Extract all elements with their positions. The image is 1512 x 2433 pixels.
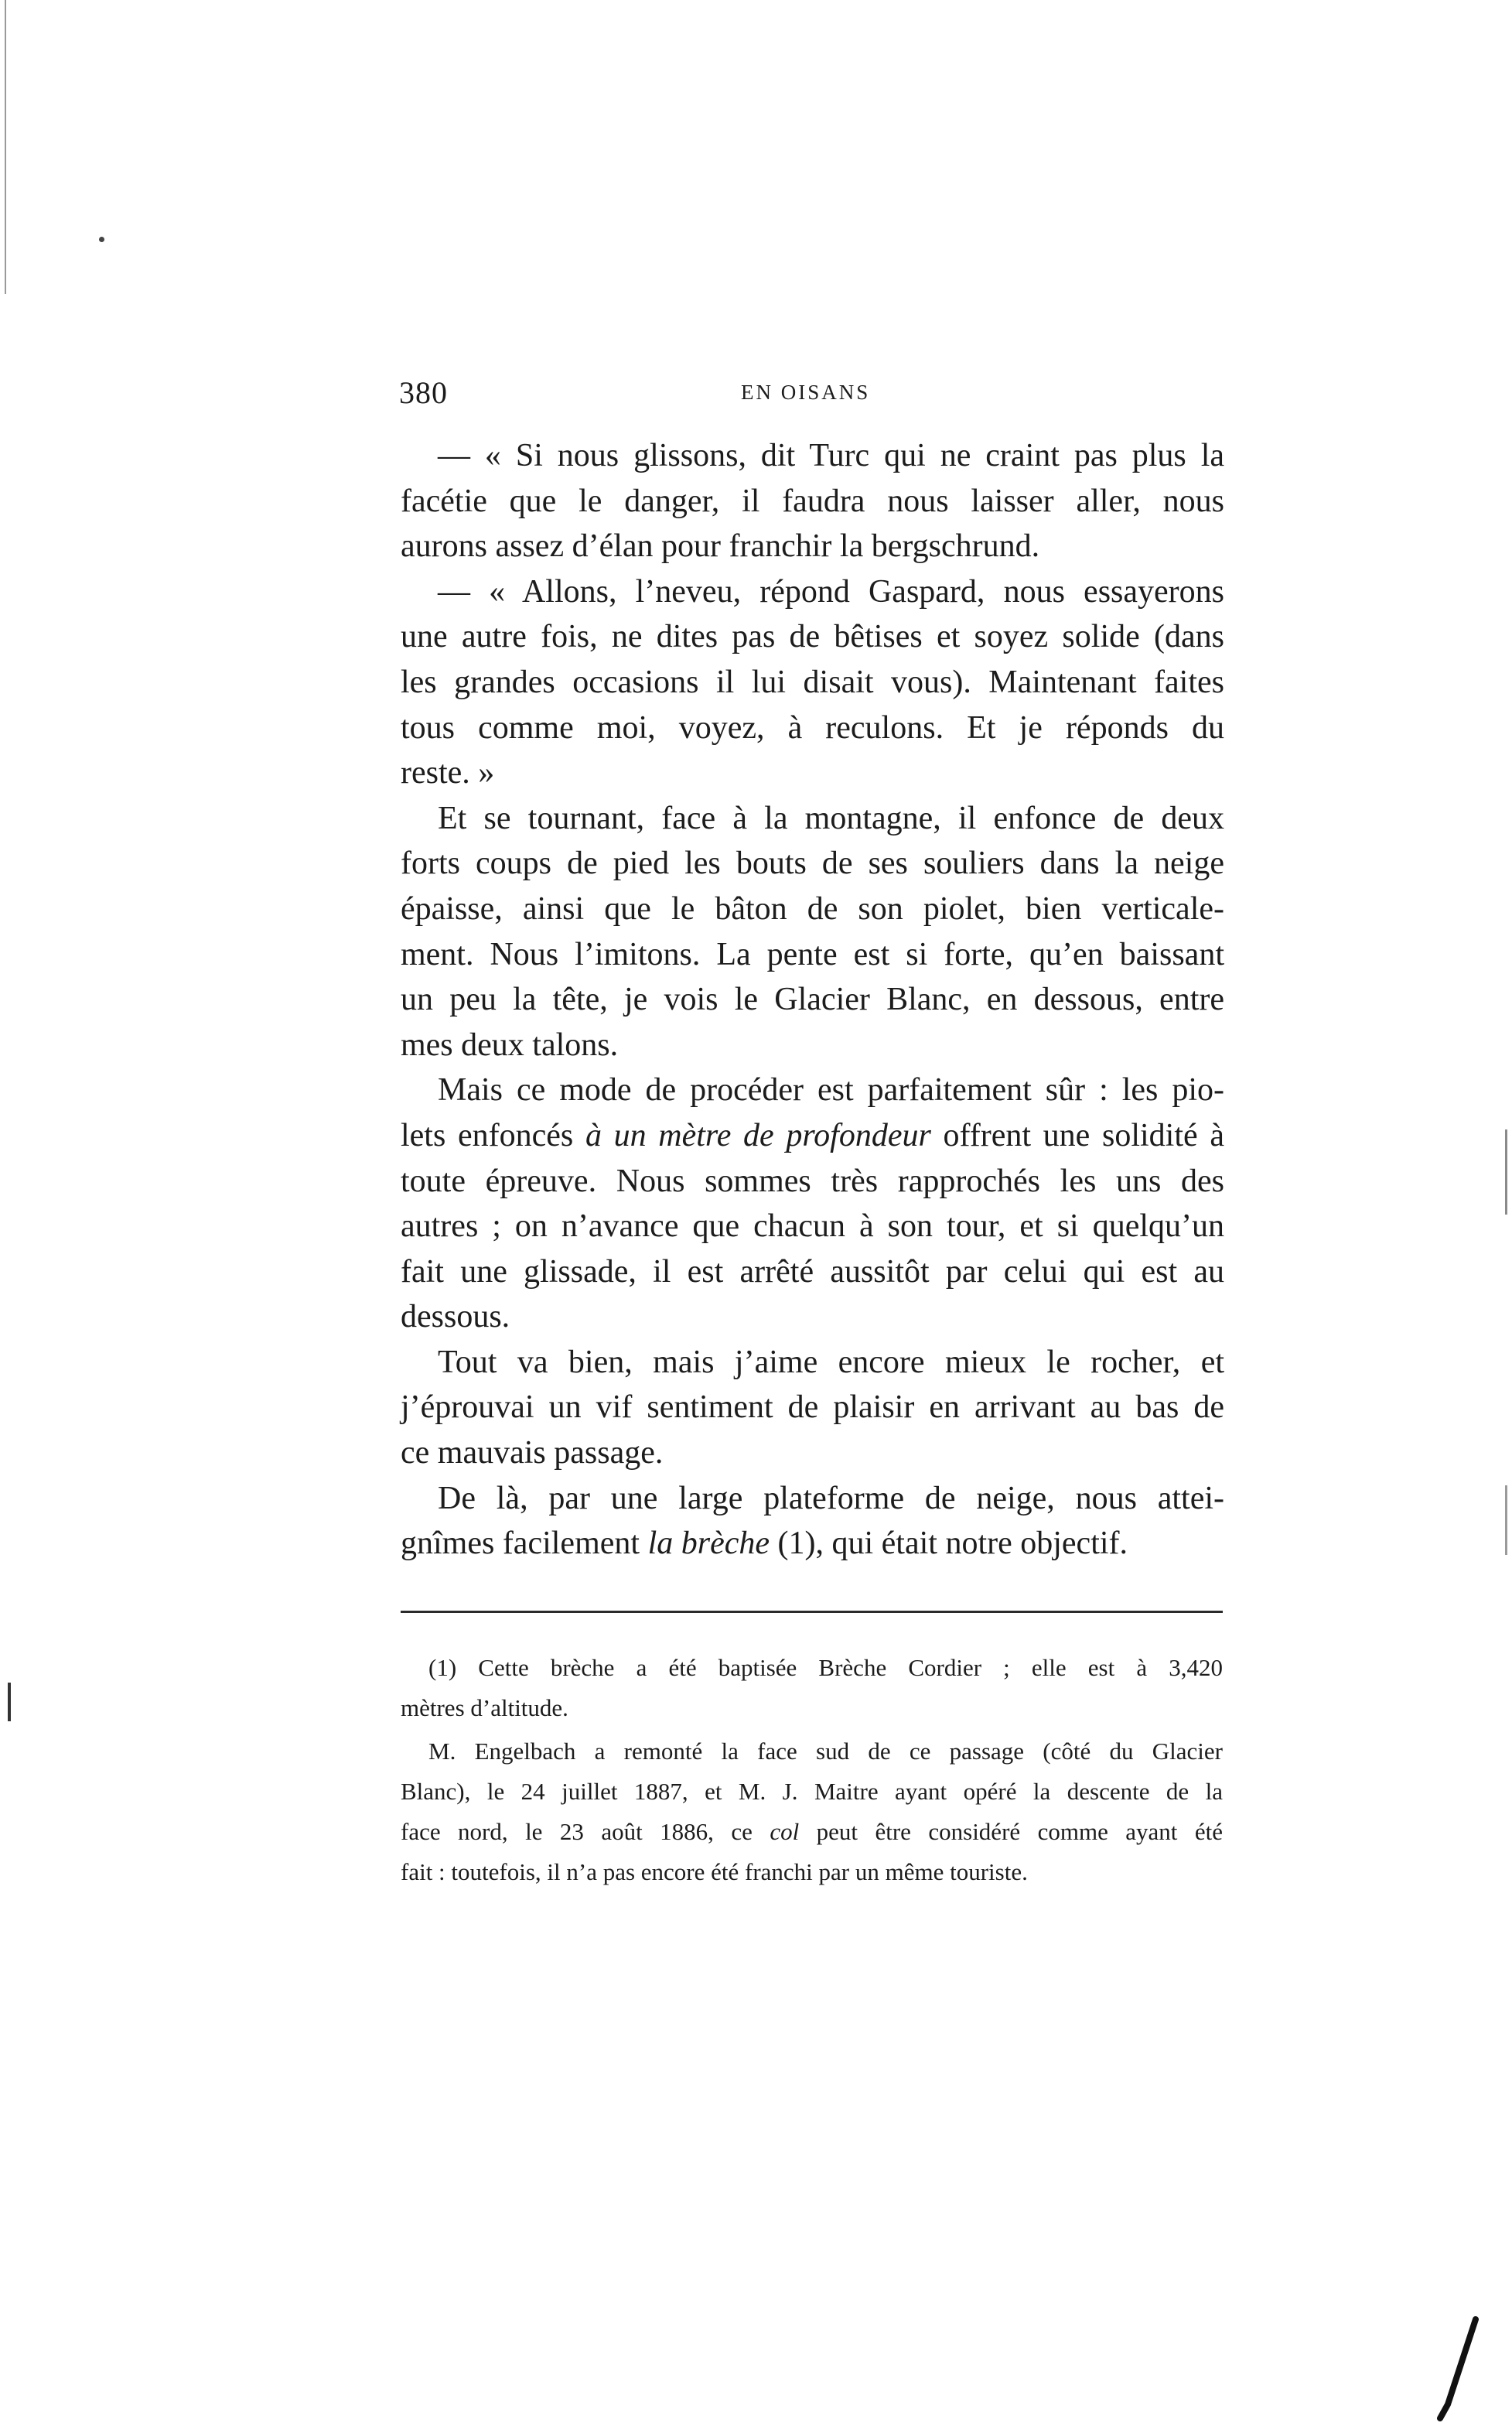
pencil-stroke-icon [1431,2313,1485,2429]
text-line: mes deux talons. [401,1027,619,1063]
text-line: Et se tournant, face à la montagne, il enfonce de deux [438,800,1224,836]
text-segment: lets enfoncés [401,1117,585,1153]
footnote-line: fait : toutefois, il n’a pas encore été franchi par un même touriste. [401,1858,1028,1885]
italic-phrase: la brèche [647,1526,770,1562]
text-line: épaisse, ainsi que le bâton de son piolet, bien verticale- [401,890,1224,927]
scan-mark-left [5,0,6,294]
text-line: une autre fois, ne dites pas de bêtises et soyez solide (dans [401,619,1224,655]
scan-dot [99,237,104,242]
footnote-line: Blanc), le 24 juillet 1887, et M. J. Maitre ayant opéré la descente de la [401,1778,1223,1805]
scan-mark-left-2 [8,1683,11,1721]
text-line: tous comme moi, voyez, à reculons. Et je réponds du [401,709,1224,746]
text-segment: gnîmes facilement [401,1526,648,1562]
text-line: De là, par une large plateforme de neige, nous attei- [438,1480,1224,1516]
text-line: fait une glissade, il est arrêté aussitôt par celui qui est au [401,1253,1224,1290]
text-line: ce mauvais passage. [401,1435,664,1471]
text-line: forts coups de pied les bouts de ses souliers dans la neige [401,846,1224,882]
text-line-with-italic [401,1113,1224,1159]
text-segment: (1), qui était notre objectif. [770,1526,1128,1562]
footnote-line: (1) Cette brèche a été baptisée Brèche Cordier ; elle est à 3,420 [428,1654,1223,1681]
footnote-line: mètres d’altitude. [401,1694,568,1721]
text-line: — « Si nous glissons, dit Turc qui ne craint pas plus la [438,438,1224,473]
footnote-line-with-italic [401,1812,1223,1852]
footnotes [401,1648,1223,1892]
footnote-rule [401,1611,1223,1613]
main-text [401,433,1224,1567]
text-line: aurons assez d’élan pour franchir la bergschrund. [401,528,1040,565]
scan-mark-right-2 [1505,1485,1507,1555]
text-line: ment. Nous l’imitons. La pente est si forte, qu’en baissant [401,936,1224,972]
text-line: — « Allons, l’neveu, répond Gaspard, nous essayerons [438,573,1224,610]
text-line: facétie que le danger, il faudra nous laisser aller, nous [401,483,1224,519]
text-line: les grandes occasions il lui disait vous). Maintenant faites [401,664,1224,700]
text-line: Tout va bien, mais j’aime encore mieux le rocher, et [438,1344,1224,1380]
text-line: Mais ce mode de procéder est parfaitement sûr : les pio- [438,1072,1224,1109]
text-line: j’éprouvai un vif sentiment de plaisir en arrivant au bas de [401,1389,1224,1426]
text-line: toute épreuve. Nous sommes très rapprochés les uns des [401,1163,1224,1199]
running-title: EN OISANS [741,381,871,404]
page-number: 380 [399,375,448,410]
text-line-with-italic [401,1521,1224,1567]
text-segment: face nord, le 23 août 1886, ce [401,1818,770,1845]
italic-phrase: à un mètre de profondeur [585,1117,931,1153]
scan-mark-right [1505,1129,1507,1215]
text-line: dessous. [401,1299,510,1335]
text-segment: peut être considéré comme ayant été [799,1818,1223,1845]
italic-word: col [770,1818,800,1845]
footnote-line: M. Engelbach a remonté la face sud de ce passage (côté du Glacier [428,1738,1223,1765]
text-line: reste. » [401,755,495,791]
text-segment: offrent une solidité à [930,1117,1224,1153]
text-line: un peu la tête, je vois le Glacier Blanc, en dessous, entre [401,982,1224,1018]
text-line: autres ; on n’avance que chacun à son tour, et si quelqu’un [401,1208,1224,1245]
